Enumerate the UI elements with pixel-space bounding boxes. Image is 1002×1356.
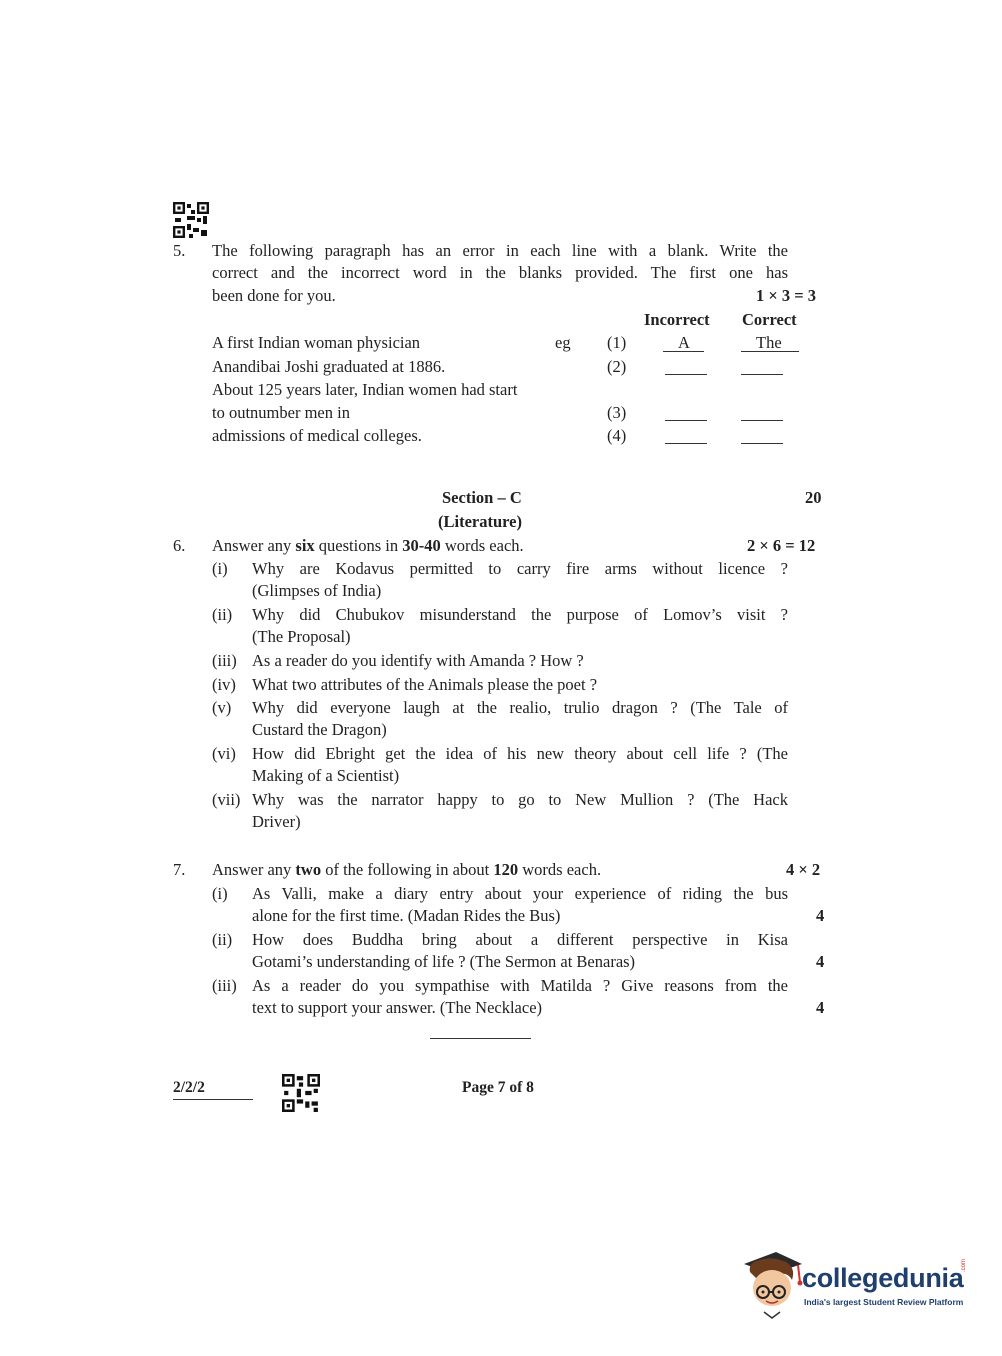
q5-number: 5.: [173, 241, 186, 260]
answer-incorrect-2-line[interactable]: [665, 374, 707, 375]
q7-item-3-marks: 4: [816, 998, 825, 1017]
q6-item-2-line-2: (The Proposal): [252, 627, 351, 646]
q7-item-1-line-2: alone for the first time. (Madan Rides the Bus): [252, 906, 561, 925]
q7-item-2-line-1: How does Buddha bring about a different perspective in Kisa: [252, 930, 788, 949]
q6-item-2-line-1: Why did Chubukov misunderstand the purpose of Lomov’s visit ?: [252, 605, 788, 624]
answer-correct-1: The: [756, 333, 782, 352]
answer-incorrect-3-line[interactable]: [665, 420, 707, 421]
q7-item-1-number: (i): [212, 884, 228, 903]
paper-code-underline: [173, 1099, 253, 1100]
answer-correct-1-line: [741, 351, 799, 352]
q5-intro-line-1: The following paragraph has an error in each line with a blank. Write the: [212, 241, 788, 260]
q7-item-2-line-2: Gotami’s understanding of life ? (The Sermon at Benaras): [252, 952, 636, 971]
q7-item-1-marks: 4: [816, 906, 825, 925]
collegedunia-mascot-icon: [742, 1248, 804, 1325]
q5-marks: 1 × 3 = 3: [756, 286, 817, 305]
q6-item-6-number: (vi): [212, 744, 236, 763]
section-title: Section – C: [442, 488, 522, 507]
q6-item-5-number: (v): [212, 698, 232, 717]
q7-item-3-line-2: text to support your answer. (The Necklace): [252, 998, 543, 1017]
q5-intro-line-3: been done for you.: [212, 286, 336, 305]
page-number: Page 7 of 8: [462, 1079, 534, 1096]
passage-line-2: Anandibai Joshi graduated at 1886.: [212, 357, 446, 376]
q7-item-2-marks: 4: [816, 952, 825, 971]
passage-line-4: to outnumber men in: [212, 403, 350, 422]
end-divider: [430, 1038, 531, 1039]
collegedunia-logo-text: collegedunia: [802, 1263, 964, 1293]
q6-item-6-line-2: Making of a Scientist): [252, 766, 400, 785]
collegedunia-tagline: India's largest Student Review Platform: [804, 1297, 964, 1307]
q6-item-3-line-1: As a reader do you identify with Amanda ? How ?: [252, 651, 584, 670]
section-subtitle: (Literature): [438, 512, 522, 531]
passage-line-5: admissions of medical colleges.: [212, 426, 422, 445]
q6-item-1-line-1: Why are Kodavus permitted to carry fire arms without licence ?: [252, 559, 788, 578]
q6-marks: 2 × 6 = 12: [747, 536, 816, 555]
answer-incorrect-1-line: [663, 351, 704, 352]
q6-item-5-line-2: Custard the Dragon): [252, 720, 387, 739]
q7-item-3-line-1: As a reader do you sympathise with Matilda ? Give reasons from the: [252, 976, 788, 995]
q7-item-2-number: (ii): [212, 930, 233, 949]
q5-intro-line-2: correct and the incorrect word in the blanks provided. The first one has: [212, 263, 788, 282]
column-header-incorrect: Incorrect: [644, 310, 710, 329]
q6-item-4-number: (iv): [212, 675, 236, 694]
blank-number-3: (3): [607, 403, 627, 422]
blank-number-2: (2): [607, 357, 627, 376]
q6-item-4-line-1: What two attributes of the Animals please the poet ?: [252, 675, 598, 694]
q7-marks: 4 × 2: [786, 860, 821, 879]
q6-item-6-line-1: How did Ebright get the idea of his new theory about cell life ? (The: [252, 744, 788, 763]
paper-code: 2/2/2: [173, 1079, 205, 1096]
q6-number: 6.: [173, 536, 186, 555]
answer-incorrect-4-line[interactable]: [665, 443, 707, 444]
blank-number-1: (1): [607, 333, 627, 352]
example-label: eg: [555, 333, 571, 352]
answer-correct-4-line[interactable]: [741, 443, 783, 444]
answer-incorrect-1: A: [678, 333, 690, 352]
q7-number: 7.: [173, 860, 186, 879]
q6-item-1-number: (i): [212, 559, 228, 578]
passage-line-1: A first Indian woman physician: [212, 333, 421, 352]
q7-item-3-number: (iii): [212, 976, 237, 995]
q6-item-7-number: (vii): [212, 790, 241, 809]
collegedunia-logo-suffix: .com: [961, 1258, 967, 1272]
passage-line-3: About 125 years later, Indian women had start: [212, 380, 518, 399]
answer-correct-3-line[interactable]: [741, 420, 783, 421]
q6-item-3-number: (iii): [212, 651, 237, 670]
qr-code-top: [173, 202, 209, 238]
q6-item-5-line-1: Why did everyone laugh at the realio, trulio dragon ? (The Tale of: [252, 698, 788, 717]
q6-item-7-line-1: Why was the narrator happy to go to New Mullion ? (The Hack: [252, 790, 788, 809]
answer-correct-2-line[interactable]: [741, 374, 783, 375]
q6-item-2-number: (ii): [212, 605, 233, 624]
q7-item-1-line-1: As Valli, make a diary entry about your experience of riding the bus: [252, 884, 788, 903]
blank-number-4: (4): [607, 426, 627, 445]
column-header-correct: Correct: [742, 310, 797, 329]
section-marks: 20: [805, 488, 822, 507]
qr-code-footer: [282, 1074, 320, 1112]
q6-item-7-line-2: Driver): [252, 812, 301, 831]
q6-instruction: Answer any six questions in 30-40 words each.: [212, 536, 524, 555]
q7-instruction: Answer any two of the following in about 120 words each.: [212, 860, 602, 879]
q6-item-1-line-2: (Glimpses of India): [252, 581, 382, 600]
